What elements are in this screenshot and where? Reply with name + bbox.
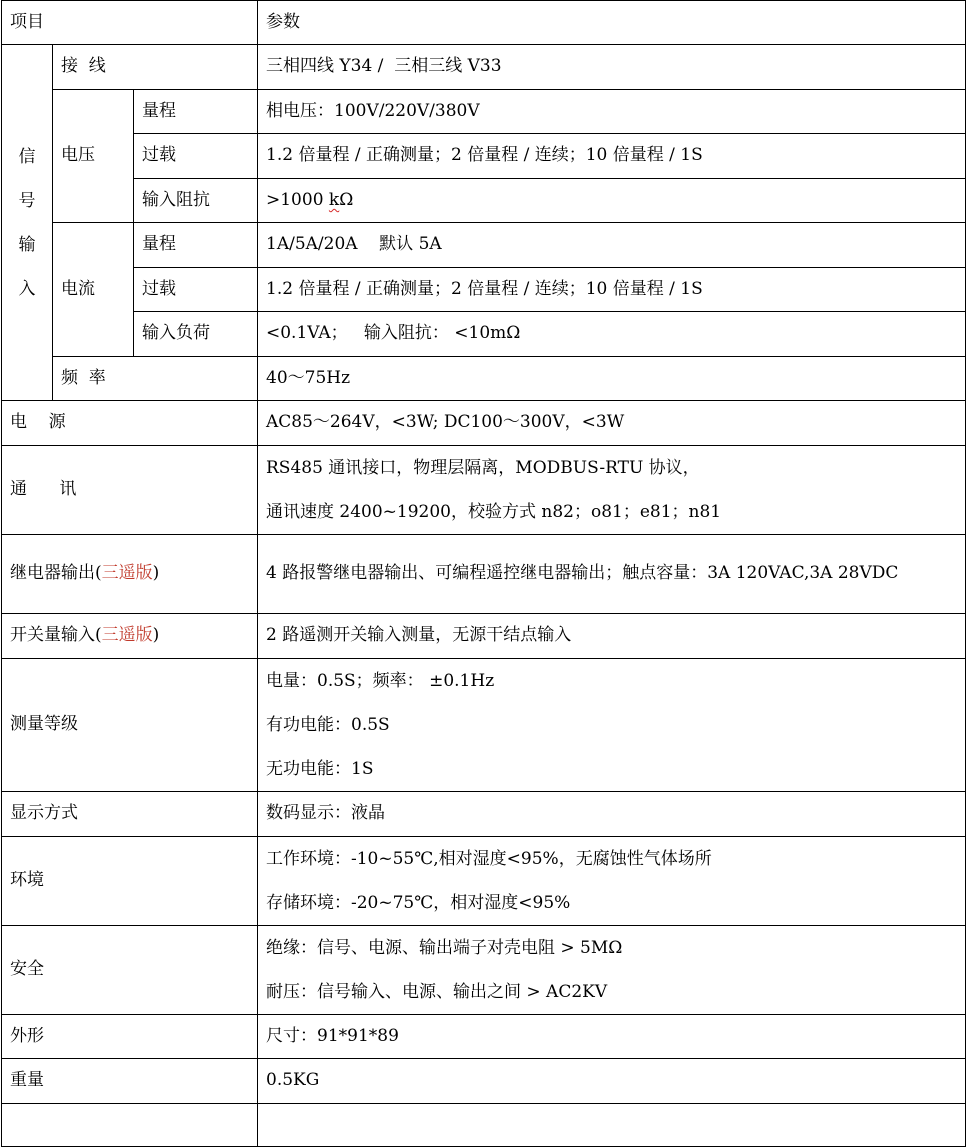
accuracy-label: 测量等级 — [2, 659, 258, 792]
empty-cell-right — [258, 1104, 966, 1147]
impedance-suffix: Ω — [339, 189, 354, 210]
comm-label: 通 讯 — [2, 446, 258, 535]
comm-line-2: 通讯速度 2400~19200，校验方式 n82；o81；e81；n81 — [266, 502, 722, 522]
voltage-label: 电压 — [53, 90, 134, 223]
current-label: 电流 — [53, 223, 134, 357]
voltage-impedance-row — [2, 179, 966, 223]
switch-input-value: 2 路遥测开关输入测量，无源干结点输入 — [258, 614, 966, 659]
signal-input-char: 输 — [18, 234, 36, 255]
display-row — [2, 792, 966, 837]
current-range-value: 1A/5A/20A 默认 5A — [258, 223, 966, 268]
current-overload-value: 1.2 倍量程 / 正确测量；2 倍量程 / 连续；10 倍量程 / 1S — [258, 268, 966, 312]
header-row — [2, 1, 966, 45]
shape-label: 外形 — [2, 1015, 258, 1059]
empty-cell-left — [2, 1104, 258, 1147]
wiring-row — [2, 45, 966, 90]
signal-input-group — [2, 45, 53, 401]
display-label: 显示方式 — [2, 792, 258, 837]
current-range-label: 量程 — [134, 223, 258, 268]
weight-value: 0.5KG — [258, 1059, 966, 1104]
wiring-label: 接 线 — [53, 45, 258, 90]
safety-line-1: 绝缘：信号、电源、输出端子对壳电阻 > 5MΩ — [266, 938, 623, 958]
accuracy-value — [258, 659, 966, 792]
frequency-value: 40～75Hz — [258, 357, 966, 401]
signal-input-char: 信 — [18, 146, 36, 167]
environment-row — [2, 837, 966, 926]
current-burden-row — [2, 312, 966, 357]
comm-line-1: RS485 通讯接口，物理层隔离，MODBUS-RTU 协议， — [266, 458, 700, 478]
frequency-label: 频 率 — [53, 357, 258, 401]
relay-label-end: ) — [152, 563, 160, 584]
switch-input-row — [2, 614, 966, 659]
current-overload-label: 过载 — [134, 268, 258, 312]
signal-input-char: 号 — [18, 190, 36, 211]
accuracy-line-2: 有功电能：0.5S — [266, 715, 390, 735]
voltage-overload-row — [2, 134, 966, 179]
voltage-impedance-label: 输入阻抗 — [134, 179, 258, 223]
voltage-range-value: 相电压：100V/220V/380V — [258, 90, 966, 134]
header-param: 参数 — [258, 1, 966, 45]
current-burden-value: <0.1VA； 输入阻抗： <10mΩ — [258, 312, 966, 357]
switch-input-label-red: 三遥版 — [101, 625, 153, 646]
accuracy-line-3: 无功电能：1S — [266, 759, 374, 779]
weight-label: 重量 — [2, 1059, 258, 1104]
voltage-range-row — [2, 90, 966, 134]
voltage-overload-value: 1.2 倍量程 / 正确测量；2 倍量程 / 连续；10 倍量程 / 1S — [258, 134, 966, 179]
power-label: 电 源 — [2, 401, 258, 446]
relay-label-red: 三遥版 — [101, 563, 153, 584]
relay-row — [2, 535, 966, 614]
power-row — [2, 401, 966, 446]
voltage-impedance-value — [258, 179, 966, 223]
comm-row — [2, 446, 966, 535]
environment-label: 环境 — [2, 837, 258, 926]
environment-line-2: 存储环境：-20~75℃，相对湿度<95% — [266, 893, 571, 913]
safety-row — [2, 926, 966, 1015]
switch-input-label-end: ) — [152, 625, 160, 646]
environment-value — [258, 837, 966, 926]
switch-input-label-text: 开关量输入( — [10, 625, 102, 646]
environment-line-1: 工作环境：-10~55℃,相对湿度<95%，无腐蚀性气体场所 — [266, 849, 712, 869]
switch-input-label — [2, 614, 258, 659]
relay-label — [2, 535, 258, 614]
accuracy-row — [2, 659, 966, 792]
voltage-overload-label: 过载 — [134, 134, 258, 179]
safety-label: 安全 — [2, 926, 258, 1015]
current-overload-row — [2, 268, 966, 312]
impedance-unit: k — [328, 189, 340, 210]
frequency-row — [2, 357, 966, 401]
shape-row — [2, 1015, 966, 1059]
display-value: 数码显示：液晶 — [258, 792, 966, 837]
power-value: AC85～264V，<3W; DC100～300V，<3W — [258, 401, 966, 446]
signal-input-char: 入 — [18, 278, 36, 299]
header-item: 项目 — [2, 1, 258, 45]
relay-label-text: 继电器输出( — [10, 563, 102, 584]
safety-line-2: 耐压：信号输入、电源、输出之间 > AC2KV — [266, 982, 608, 1002]
wiring-value: 三相四线 Y34 / 三相三线 V33 — [258, 45, 966, 90]
comm-value — [258, 446, 966, 535]
spec-table — [1, 0, 966, 1147]
accuracy-line-1: 电量：0.5S；频率： ±0.1Hz — [266, 671, 495, 691]
empty-row — [2, 1104, 966, 1147]
voltage-range-label: 量程 — [134, 90, 258, 134]
relay-value: 4 路报警继电器输出、可编程遥控继电器输出；触点容量：3A 120VAC,3A 28VDC — [258, 535, 966, 614]
impedance-prefix: >1000 — [266, 189, 329, 210]
weight-row — [2, 1059, 966, 1104]
current-burden-label: 输入负荷 — [134, 312, 258, 357]
shape-value: 尺寸：91*91*89 — [258, 1015, 966, 1059]
current-range-row — [2, 223, 966, 268]
safety-value — [258, 926, 966, 1015]
